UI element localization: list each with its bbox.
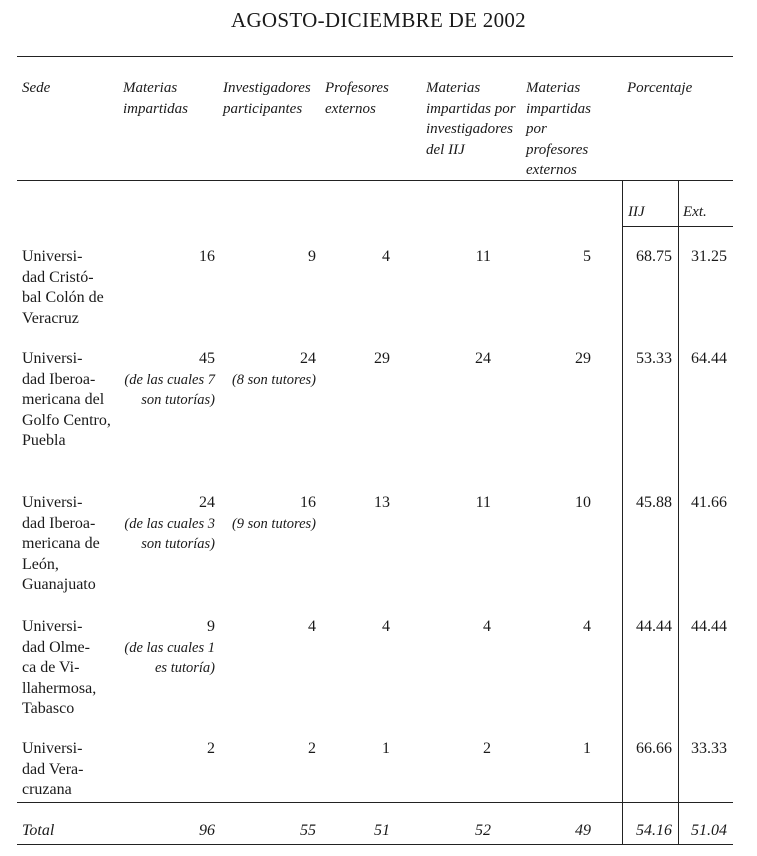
cell-materias-ext — [520, 739, 591, 760]
cell-note: (9 son tutores) — [231, 515, 316, 532]
cell-value: 16 — [300, 494, 316, 511]
cell-value: 5 — [583, 248, 591, 265]
cell-sede: Universi- dad Vera- cruzana — [22, 740, 84, 798]
cell-value: 4 — [382, 618, 390, 635]
cell-sede: Universi- dad Iberoa- mericana del Golfo Centro, Puebla — [22, 350, 111, 449]
header-materias-ext: Materias impartidas por profesores externos — [526, 80, 592, 178]
cell-note: (8 son tutores) — [231, 371, 316, 388]
cell-note: (de las cuales 7 son tutorías) — [124, 371, 215, 408]
total-materias-iij: 52 — [475, 822, 491, 839]
cell-materias-iij — [420, 349, 491, 370]
cell-materias-ext — [520, 493, 591, 514]
cell-value: 9 — [207, 618, 215, 635]
cell-profesores — [320, 739, 390, 760]
cell-value: 44.44 — [691, 618, 727, 635]
header-materias-iij: Materias impartidas por investigadores del IIJ — [426, 80, 516, 158]
cell-pct-iij — [625, 349, 672, 370]
cell-materias-iij — [420, 739, 491, 760]
cell-investigadores — [220, 617, 316, 638]
cell-sede: Universi- dad Iberoa- mericana de León, Guanajuato — [22, 494, 100, 593]
cell-investigadores — [220, 493, 316, 534]
cell-value: 16 — [199, 248, 215, 265]
cell-materias-ext — [520, 617, 591, 638]
pct-sub-rule — [622, 226, 733, 227]
cell-value: 68.75 — [636, 248, 672, 265]
cell-profesores — [320, 617, 390, 638]
cell-pct-iij — [625, 739, 672, 760]
cell-value: 24 — [199, 494, 215, 511]
cell-materias-iij — [420, 493, 491, 514]
cell-pct-ext — [680, 739, 727, 760]
cell-value: 45 — [199, 350, 215, 367]
header-sede: Sede — [22, 80, 51, 96]
cell-value: 2 — [483, 740, 491, 757]
cell-investigadores — [220, 739, 316, 760]
cell-pct-iij — [625, 617, 672, 638]
cell-materias — [120, 617, 215, 679]
cell-value: 33.33 — [691, 740, 727, 757]
pct-left-rule — [622, 180, 623, 844]
table-title: AGOSTO-DICIEMBRE DE 2002 — [231, 8, 526, 32]
cell-note: (de las cuales 3 son tutorías) — [124, 515, 215, 552]
header-materias: Materias impartidas — [123, 80, 189, 117]
cell-value: 24 — [300, 350, 316, 367]
cell-materias-ext — [520, 349, 591, 370]
cell-profesores — [320, 493, 390, 514]
bottom-rule — [17, 844, 733, 845]
cell-pct-ext — [680, 493, 727, 514]
cell-value: 13 — [374, 494, 390, 511]
header-profesores: Profesores externos — [325, 80, 389, 117]
cell-pct-ext — [680, 617, 727, 638]
cell-profesores — [320, 349, 390, 370]
cell-value: 2 — [207, 740, 215, 757]
cell-value: 41.66 — [691, 494, 727, 511]
cell-value: 1 — [583, 740, 591, 757]
total-materias: 96 — [199, 822, 215, 839]
cell-note: (de las cuales 1 es tutoría) — [124, 639, 215, 676]
total-profesores: 51 — [374, 822, 390, 839]
cell-materias-ext — [520, 247, 591, 268]
cell-value: 9 — [308, 248, 316, 265]
total-pct-iij: 54.16 — [636, 822, 672, 839]
cell-investigadores — [220, 349, 316, 390]
top-rule — [17, 56, 733, 57]
cell-value: 10 — [575, 494, 591, 511]
cell-value: 4 — [583, 618, 591, 635]
cell-profesores — [320, 247, 390, 268]
total-rule — [17, 802, 733, 803]
cell-pct-ext — [680, 247, 727, 268]
cell-sede: Universi- dad Olme- ca de Vi- llahermosa, Tabasco — [22, 618, 97, 717]
cell-materias-iij — [420, 247, 491, 268]
header-pct-iij: IIJ — [628, 204, 645, 220]
header-porcentaje: Porcentaje — [627, 80, 693, 96]
cell-value: 11 — [475, 248, 491, 265]
cell-materias-iij — [420, 617, 491, 638]
cell-investigadores — [220, 247, 316, 268]
cell-pct-iij — [625, 247, 672, 268]
cell-pct-iij — [625, 493, 672, 514]
cell-value: 4 — [308, 618, 316, 635]
header-pct-ext: Ext. — [683, 204, 707, 220]
cell-value: 64.44 — [691, 350, 727, 367]
cell-value: 44.44 — [636, 618, 672, 635]
cell-value: 4 — [483, 618, 491, 635]
cell-value: 31.25 — [691, 248, 727, 265]
cell-materias — [120, 247, 215, 268]
cell-value: 29 — [374, 350, 390, 367]
cell-value: 53.33 — [636, 350, 672, 367]
cell-value: 1 — [382, 740, 390, 757]
cell-materias — [120, 739, 215, 760]
cell-value: 24 — [475, 350, 491, 367]
header-rule — [17, 180, 733, 181]
total-label: Total — [22, 822, 55, 839]
cell-materias — [120, 349, 215, 411]
cell-value: 2 — [308, 740, 316, 757]
pct-mid-rule — [678, 180, 679, 844]
cell-pct-ext — [680, 349, 727, 370]
cell-value: 11 — [475, 494, 491, 511]
total-investigadores: 55 — [300, 822, 316, 839]
cell-materias — [120, 493, 215, 555]
total-pct-ext: 51.04 — [691, 822, 727, 839]
cell-value: 29 — [575, 350, 591, 367]
cell-sede: Universi- dad Cristó- bal Colón de Veracruz — [22, 248, 104, 327]
header-investigadores: Investigadores participantes — [223, 80, 311, 117]
cell-value: 66.66 — [636, 740, 672, 757]
cell-value: 45.88 — [636, 494, 672, 511]
total-materias-ext: 49 — [575, 822, 591, 839]
cell-value: 4 — [382, 248, 390, 265]
